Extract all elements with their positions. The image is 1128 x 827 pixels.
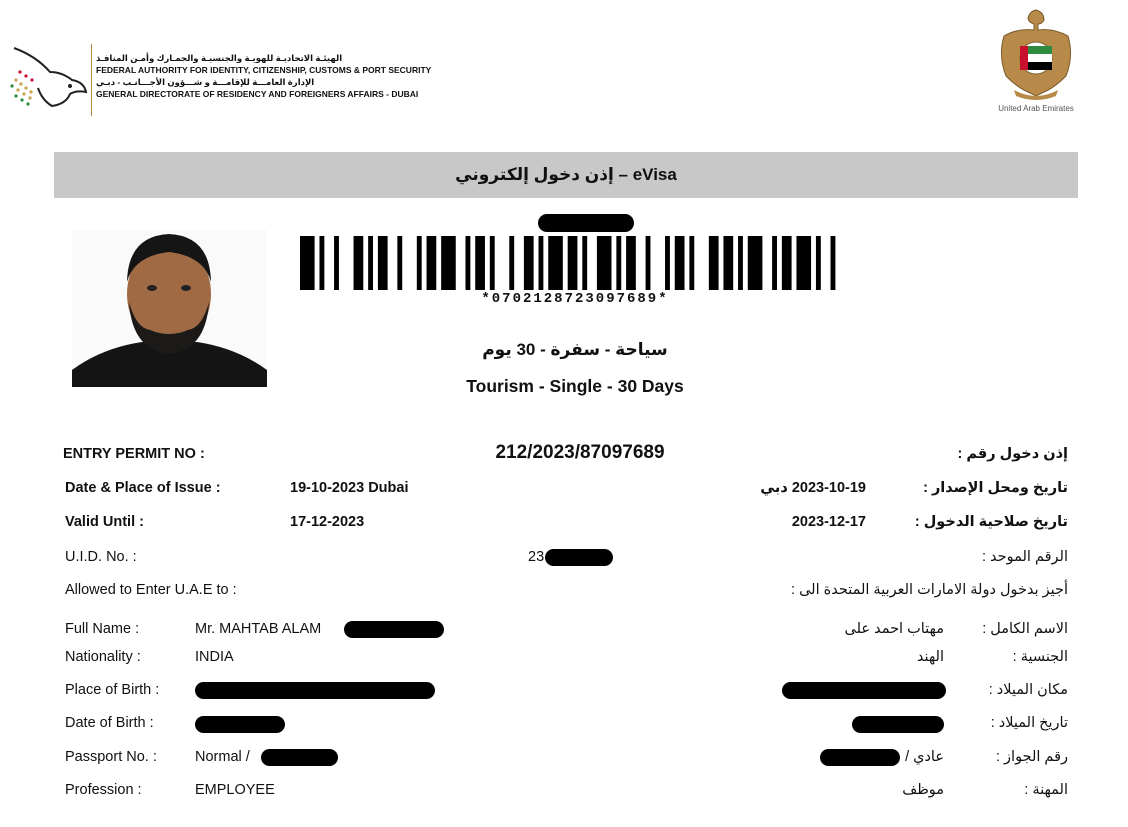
authority-en-1: FEDERAL AUTHORITY FOR IDENTITY, CITIZENSHIP, CUSTOMS & PORT SECURITY xyxy=(96,65,432,75)
date-of-birth-label: Date of Birth : xyxy=(65,715,154,731)
barcode-bar xyxy=(354,236,364,290)
redaction-bar xyxy=(195,682,435,699)
barcode-bar xyxy=(665,236,670,290)
redaction-bar xyxy=(852,716,944,733)
barcode-bar xyxy=(524,236,534,290)
barcode-bar xyxy=(582,236,587,290)
redaction-bar xyxy=(261,749,338,766)
full-name-value: Mr. MAHTAB ALAM xyxy=(195,621,322,637)
barcode-bar xyxy=(816,236,821,290)
profession-value-ar: موظف xyxy=(902,782,944,798)
profession-label-ar: المهنة : xyxy=(1024,782,1068,798)
issue-value-ar: 2023-10-19 دبي xyxy=(760,480,866,496)
barcode-bar xyxy=(475,236,485,290)
redaction-bar xyxy=(344,621,444,638)
barcode-icon xyxy=(300,236,850,290)
issue-value: 19-10-2023 Dubai xyxy=(290,480,409,496)
barcode-bar xyxy=(539,236,544,290)
barcode-bar xyxy=(378,236,388,290)
issue-label: Date & Place of Issue : xyxy=(65,480,221,496)
uid-value: 23 xyxy=(528,549,545,565)
full-name-label-ar: الاسم الكامل : xyxy=(982,621,1068,637)
barcode-bar xyxy=(427,236,437,290)
nationality-label-ar: الجنسية : xyxy=(1012,649,1068,665)
barcode-bar xyxy=(616,236,621,290)
barcode-bar xyxy=(597,236,612,290)
barcode-bar xyxy=(646,236,651,290)
barcode-bar xyxy=(368,236,373,290)
visa-type-english: Tourism - Single - 30 Days xyxy=(466,376,684,396)
date-of-birth-label-ar: تاريخ الميلاد : xyxy=(990,715,1068,731)
barcode-bar xyxy=(334,236,339,290)
barcode-number: *0702128723097689* xyxy=(481,291,669,307)
barcode-bar xyxy=(300,236,315,290)
header-divider xyxy=(91,44,92,116)
place-of-birth-label: Place of Birth : xyxy=(65,682,160,698)
barcode-bar xyxy=(772,236,777,290)
barcode-bar xyxy=(689,236,694,290)
barcode-bar xyxy=(709,236,719,290)
barcode-bar xyxy=(441,236,456,290)
applicant-photo xyxy=(72,230,267,387)
redaction-bar xyxy=(545,549,613,566)
barcode-bar xyxy=(417,236,422,290)
barcode-bar xyxy=(723,236,733,290)
nationality-value: INDIA xyxy=(195,649,234,665)
barcode-bar xyxy=(675,236,685,290)
barcode-bar xyxy=(319,236,324,290)
authority-ar-2: الإدارة العامـــة للإقامـــة و شـــؤون الأجـــانـب - دبـي xyxy=(96,77,315,87)
allowed-label: Allowed to Enter U.A.E to : xyxy=(65,582,237,598)
redaction-bar xyxy=(782,682,946,699)
barcode-bar xyxy=(509,236,514,290)
passport-type-ar: عادي / xyxy=(905,749,944,765)
authority-ar-1: الهيئـة الاتحاديـة للهويـة والجنسيـة والجمـارك وأمـن المنافـذ xyxy=(96,53,343,63)
valid-until-label: Valid Until : xyxy=(65,514,144,530)
passport-label-ar: رقم الجواز : xyxy=(996,749,1068,765)
valid-until-label-ar: تاريخ صلاحية الدخول : xyxy=(914,514,1068,530)
barcode-bar xyxy=(465,236,470,290)
nationality-label: Nationality : xyxy=(65,649,141,665)
document-title: إذن دخول إلكتروني – eVisa xyxy=(455,165,677,184)
uae-emblem xyxy=(994,6,1078,104)
redaction-bar xyxy=(820,749,900,766)
entry-permit-label-ar: إذن دخول رقم : xyxy=(957,446,1068,462)
allowed-label-ar: أجيز بدخول دولة الامارات العربية المتحدة الى : xyxy=(791,582,1068,598)
profession-label: Profession : xyxy=(65,782,142,798)
barcode-bar xyxy=(748,236,763,290)
barcode-bar xyxy=(490,236,495,290)
nationality-value-ar: الهند xyxy=(916,649,944,665)
barcode-bar xyxy=(738,236,743,290)
authority-en-2: GENERAL DIRECTORATE OF RESIDENCY AND FOREIGNERS AFFAIRS - DUBAI xyxy=(96,89,419,99)
profession-value: EMPLOYEE xyxy=(195,782,275,798)
visa-type-arabic: سياحة - سفرة - 30 يوم xyxy=(482,340,668,359)
passport-type: Normal / xyxy=(195,749,250,765)
entry-permit-number: 212/2023/87097689 xyxy=(495,442,665,463)
valid-until-value: 17-12-2023 xyxy=(290,514,365,530)
falcon-logo-icon xyxy=(6,42,88,114)
emblem-caption: United Arab Emirates xyxy=(998,104,1074,113)
barcode-bar xyxy=(626,236,636,290)
barcode-bar xyxy=(796,236,811,290)
full-name-value-ar: مهتاب احمد على xyxy=(844,621,944,637)
barcode-bar xyxy=(397,236,402,290)
person-portrait-icon xyxy=(72,230,267,387)
barcode-bar xyxy=(782,236,792,290)
place-of-birth-label-ar: مكان الميلاد : xyxy=(988,682,1068,698)
uid-label: U.I.D. No. : xyxy=(65,549,137,565)
uid-label-ar: الرقم الموحد : xyxy=(981,549,1068,565)
redaction-bar xyxy=(538,214,634,232)
valid-until-value-ar: 2023-12-17 xyxy=(791,514,866,530)
title-bar xyxy=(54,152,1078,198)
uae-eagle-emblem-icon xyxy=(994,6,1078,104)
barcode-bar xyxy=(568,236,578,290)
authority-logo xyxy=(6,42,88,114)
barcode-bar xyxy=(831,236,836,290)
passport-label: Passport No. : xyxy=(65,749,157,765)
issue-label-ar: تاريخ ومحل الإصدار : xyxy=(923,480,1068,496)
authority-name-block xyxy=(96,52,432,100)
entry-permit-label: ENTRY PERMIT NO : xyxy=(63,446,205,462)
full-name-label: Full Name : xyxy=(65,621,140,637)
barcode xyxy=(300,236,850,290)
redaction-bar xyxy=(195,716,285,733)
barcode-bar xyxy=(548,236,563,290)
